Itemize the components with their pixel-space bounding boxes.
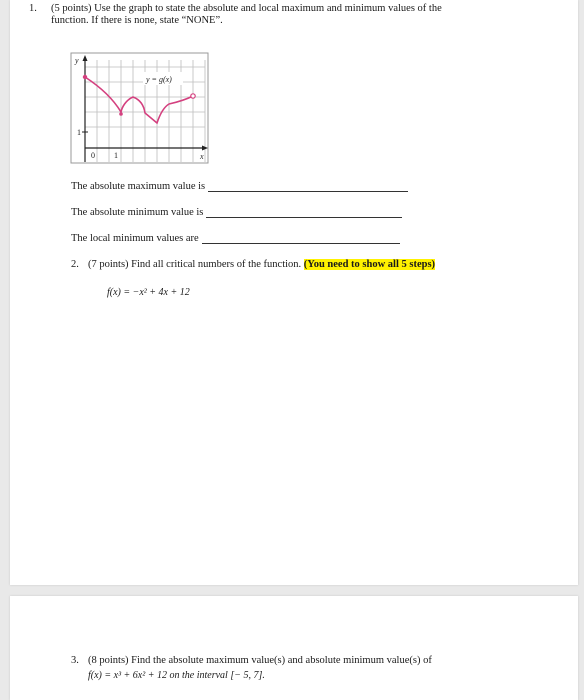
abs-min-row [71, 207, 402, 218]
question-2-prompt: (7 points) Find all critical numbers of the function. [88, 259, 302, 270]
abs-min-blank[interactable] [206, 207, 402, 218]
local-min-label: The local minimum values are [71, 233, 199, 244]
question-3-number: 3. [71, 655, 79, 666]
question-1-line-2: function. If there is none, state “NONE”. [51, 15, 223, 26]
question-1 [29, 3, 37, 15]
abs-max-label: The absolute maximum value is [71, 181, 206, 192]
question-1-text [51, 3, 571, 27]
abs-max-row [71, 181, 408, 192]
local-min-blank[interactable] [202, 233, 400, 244]
local-min-row [71, 233, 400, 244]
question-2-formula: f(x) = −x² + 4x + 12 [107, 287, 190, 298]
graph-g-of-x [70, 52, 210, 164]
abs-max-blank[interactable] [208, 181, 408, 192]
y-tick-label: 1 [77, 128, 81, 137]
question-3-formula: f(x) = x³ + 6x² + 12 on the interval [− 5, 7]. [88, 670, 265, 681]
curve-label: y = g(x) [146, 75, 172, 84]
page-1 [10, 0, 578, 585]
y-axis-label: y [75, 56, 79, 65]
question-2-number: 2. [71, 259, 79, 270]
question-3-text: (8 points) Find the absolute maximum value(s) and absolute minimum value(s) of [88, 655, 432, 666]
x-axis-label: x [200, 152, 204, 161]
question-1-line-1: (5 points) Use the graph to state the absolute and local maximum and minimum values of the [51, 3, 442, 14]
abs-min-label: The absolute minimum value is [71, 207, 204, 218]
origin-label: 0 [91, 151, 95, 160]
curve-endpoint-filled [83, 75, 87, 79]
y-axis-arrow [83, 55, 88, 61]
question-1-number: 1. [29, 3, 37, 14]
question-2 [71, 259, 79, 271]
x-tick-label: 1 [114, 151, 118, 160]
isolated-point [119, 112, 123, 116]
curve-endpoint-open [191, 94, 195, 98]
page-2 [10, 596, 578, 700]
question-3 [71, 655, 79, 667]
question-2-text [88, 259, 568, 271]
question-2-highlight: (You need to show all 5 steps) [303, 259, 436, 270]
